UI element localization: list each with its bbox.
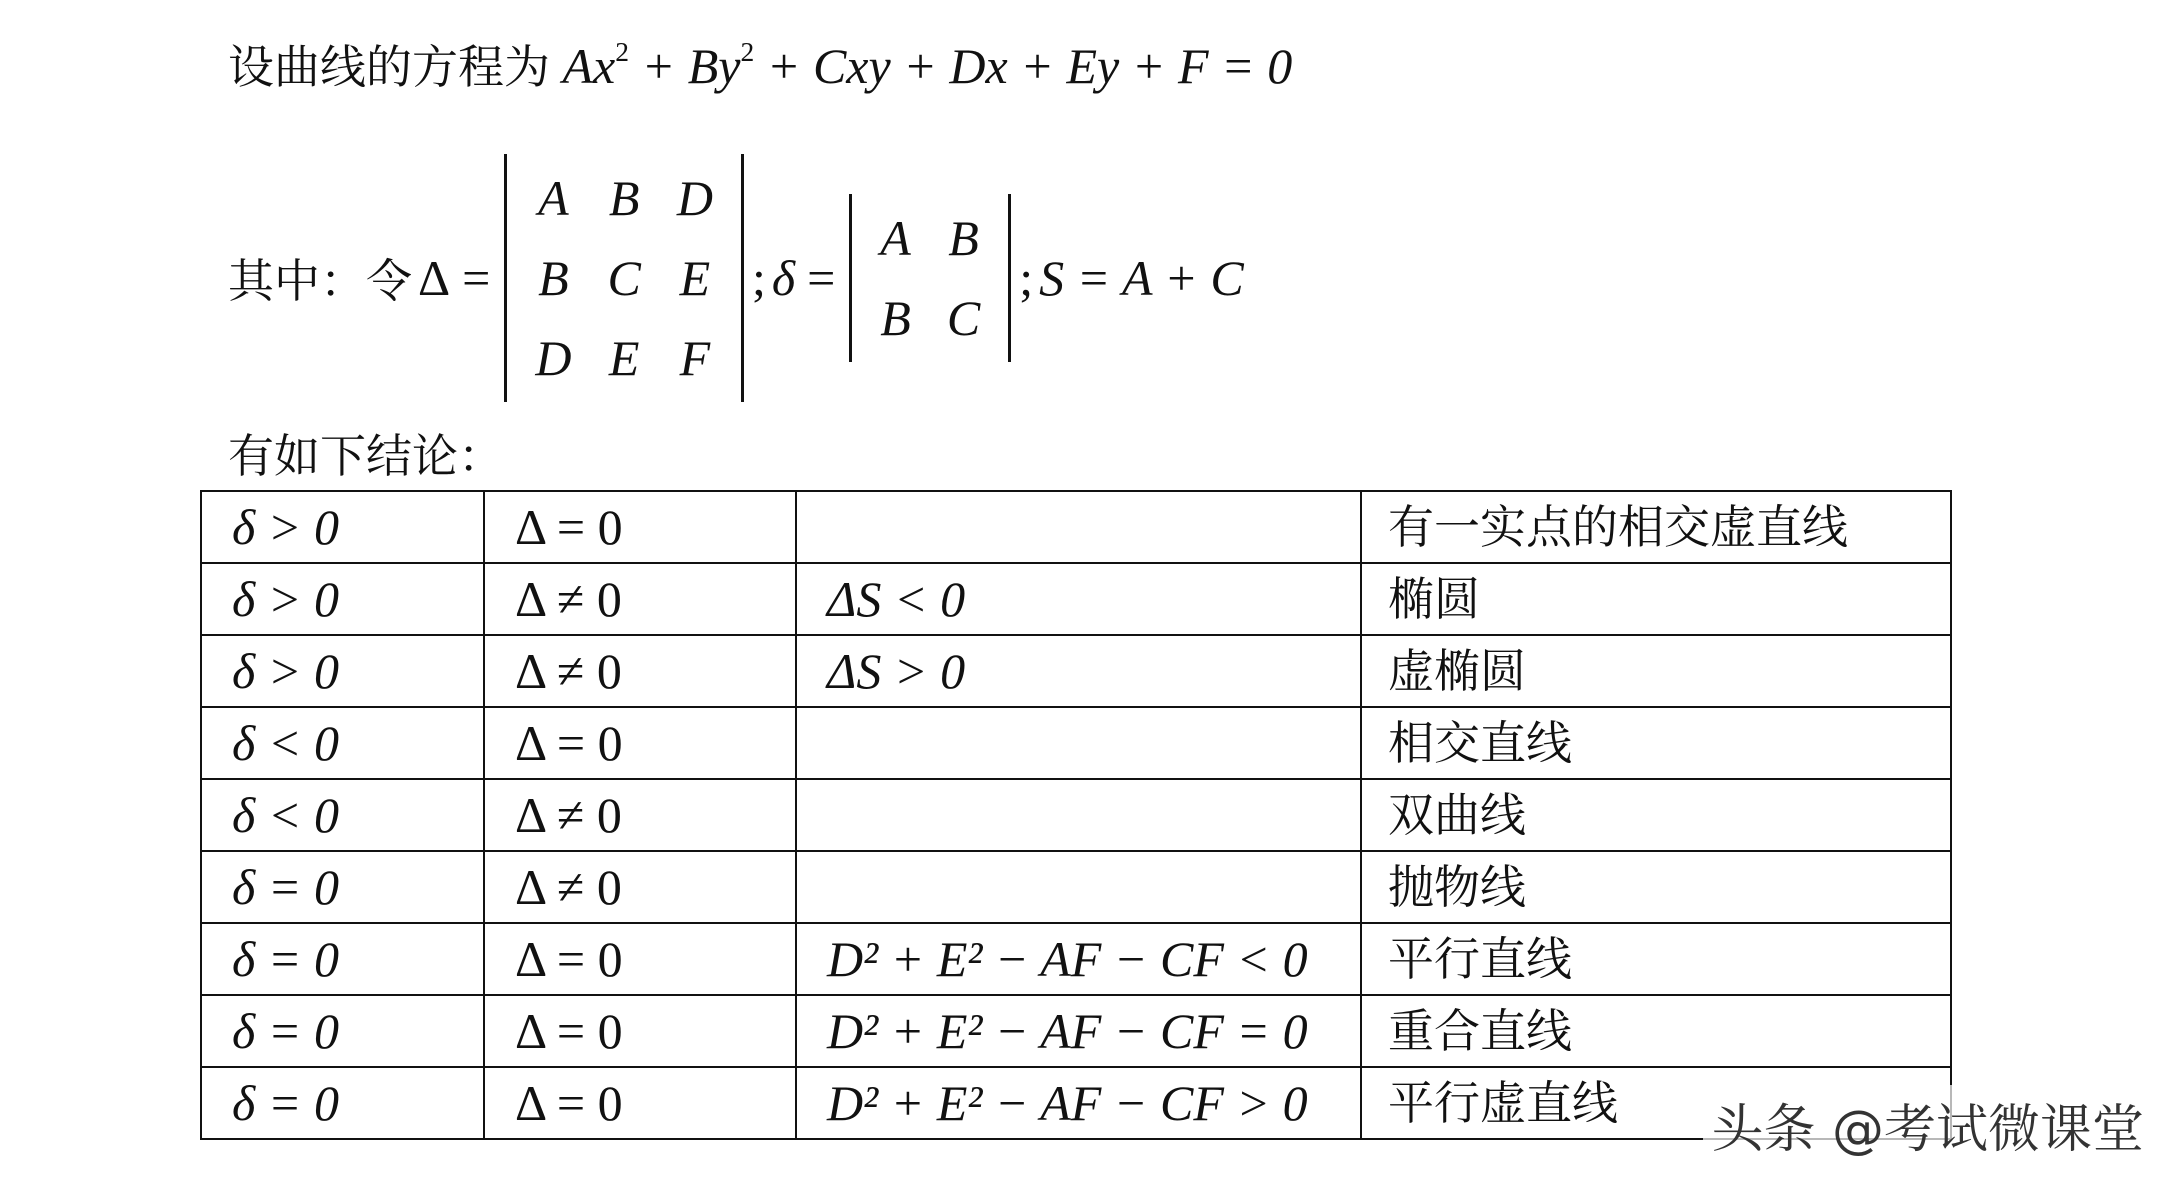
extra-condition: D² + E² − AF − CF = 0	[796, 995, 1361, 1067]
small-delta-condition: δ = 0	[201, 1067, 484, 1139]
delta-condition: Δ = 0	[484, 923, 796, 995]
table-row	[201, 491, 1951, 563]
curve-type: 双曲线	[1361, 779, 1951, 851]
big-det-cell: E	[608, 330, 640, 386]
big-det-cell: E	[679, 250, 711, 306]
small-delta-condition: δ > 0	[201, 491, 484, 563]
delta-condition: Δ ≠ 0	[484, 635, 796, 707]
small-det-cell: C	[946, 290, 981, 346]
delta-condition: Δ = 0	[484, 491, 796, 563]
small-delta-condition: δ < 0	[201, 779, 484, 851]
eq-exp-1: 2	[615, 36, 629, 67]
watermark: 头条 @考试微课堂	[1703, 1085, 2152, 1164]
equals-sign-2: =	[807, 250, 836, 306]
big-det-row	[517, 158, 731, 238]
small-delta-condition: δ > 0	[201, 635, 484, 707]
delta-condition: Δ ≠ 0	[484, 563, 796, 635]
eq-exp-2: 2	[740, 36, 755, 67]
separator-1: ;	[751, 250, 766, 306]
small-determinant	[849, 194, 1011, 362]
small-delta-condition: δ = 0	[201, 995, 484, 1067]
intro-text: 设曲线的方程为	[228, 40, 550, 94]
classification-table	[200, 490, 1952, 1140]
curve-equation	[563, 38, 1293, 94]
big-det-cell: C	[607, 250, 641, 306]
big-det-cell: D	[676, 170, 713, 226]
conclusion-label: 有如下结论：	[228, 429, 504, 483]
table-row	[201, 707, 1951, 779]
small-det-cell: B	[880, 290, 911, 346]
big-det-row	[517, 238, 731, 318]
table-row	[201, 923, 1951, 995]
small-det-cell: B	[948, 210, 979, 266]
intro-line	[228, 30, 1292, 110]
curve-type: 有一实点的相交虚直线	[1361, 491, 1951, 563]
delta-condition: Δ = 0	[484, 707, 796, 779]
small-delta-condition: δ > 0	[201, 563, 484, 635]
definitions-line	[228, 158, 1250, 398]
extra-condition	[796, 707, 1361, 779]
small-delta-condition: δ < 0	[201, 707, 484, 779]
equals-sign-1: =	[462, 250, 491, 306]
s-definition: S = A + C	[1039, 250, 1244, 306]
delta-condition: Δ = 0	[484, 995, 796, 1067]
small-det-row	[862, 198, 998, 278]
extra-condition: ΔS < 0	[796, 563, 1361, 635]
table-row	[201, 995, 1951, 1067]
separator-2: ;	[1019, 250, 1034, 306]
eq-part-rest: + Cxy + Dx + Ey + F = 0	[754, 38, 1293, 94]
curve-type: 椭圆	[1361, 563, 1951, 635]
curve-type: 虚椭圆	[1361, 635, 1951, 707]
big-det-row	[517, 318, 731, 398]
extra-condition	[796, 491, 1361, 563]
extra-condition	[796, 851, 1361, 923]
table-row	[201, 1067, 1951, 1139]
table-row	[201, 635, 1951, 707]
big-det-cell: D	[535, 330, 572, 386]
table-row	[201, 563, 1951, 635]
extra-condition: ΔS > 0	[796, 635, 1361, 707]
small-det-row	[862, 278, 998, 358]
table-row	[201, 851, 1951, 923]
delta-symbol: Δ	[418, 250, 451, 306]
extra-condition	[796, 779, 1361, 851]
delta-condition: Δ = 0	[484, 1067, 796, 1139]
extra-condition: D² + E² − AF − CF < 0	[796, 923, 1361, 995]
small-delta-condition: δ = 0	[201, 851, 484, 923]
curve-type: 平行虚直线	[1361, 1067, 1951, 1139]
table-row	[201, 779, 1951, 851]
curve-type: 重合直线	[1361, 995, 1951, 1067]
eq-part-ax: Ax	[562, 38, 616, 94]
small-delta-symbol: δ	[771, 250, 796, 306]
curve-type: 抛物线	[1361, 851, 1951, 923]
small-det-cell: A	[880, 210, 911, 266]
eq-part-by: + By	[628, 38, 741, 94]
curve-type: 平行直线	[1361, 923, 1951, 995]
extra-condition: D² + E² − AF − CF > 0	[796, 1067, 1361, 1139]
small-delta-condition: δ = 0	[201, 923, 484, 995]
big-det-cell: A	[538, 170, 569, 226]
big-det-cell: B	[538, 250, 569, 306]
delta-condition: Δ ≠ 0	[484, 779, 796, 851]
big-det-cell: F	[679, 330, 711, 386]
curve-type: 相交直线	[1361, 707, 1951, 779]
big-determinant	[504, 154, 744, 402]
big-det-cell: B	[608, 170, 640, 226]
definitions-prefix: 其中：令	[228, 254, 412, 308]
delta-condition: Δ ≠ 0	[484, 851, 796, 923]
